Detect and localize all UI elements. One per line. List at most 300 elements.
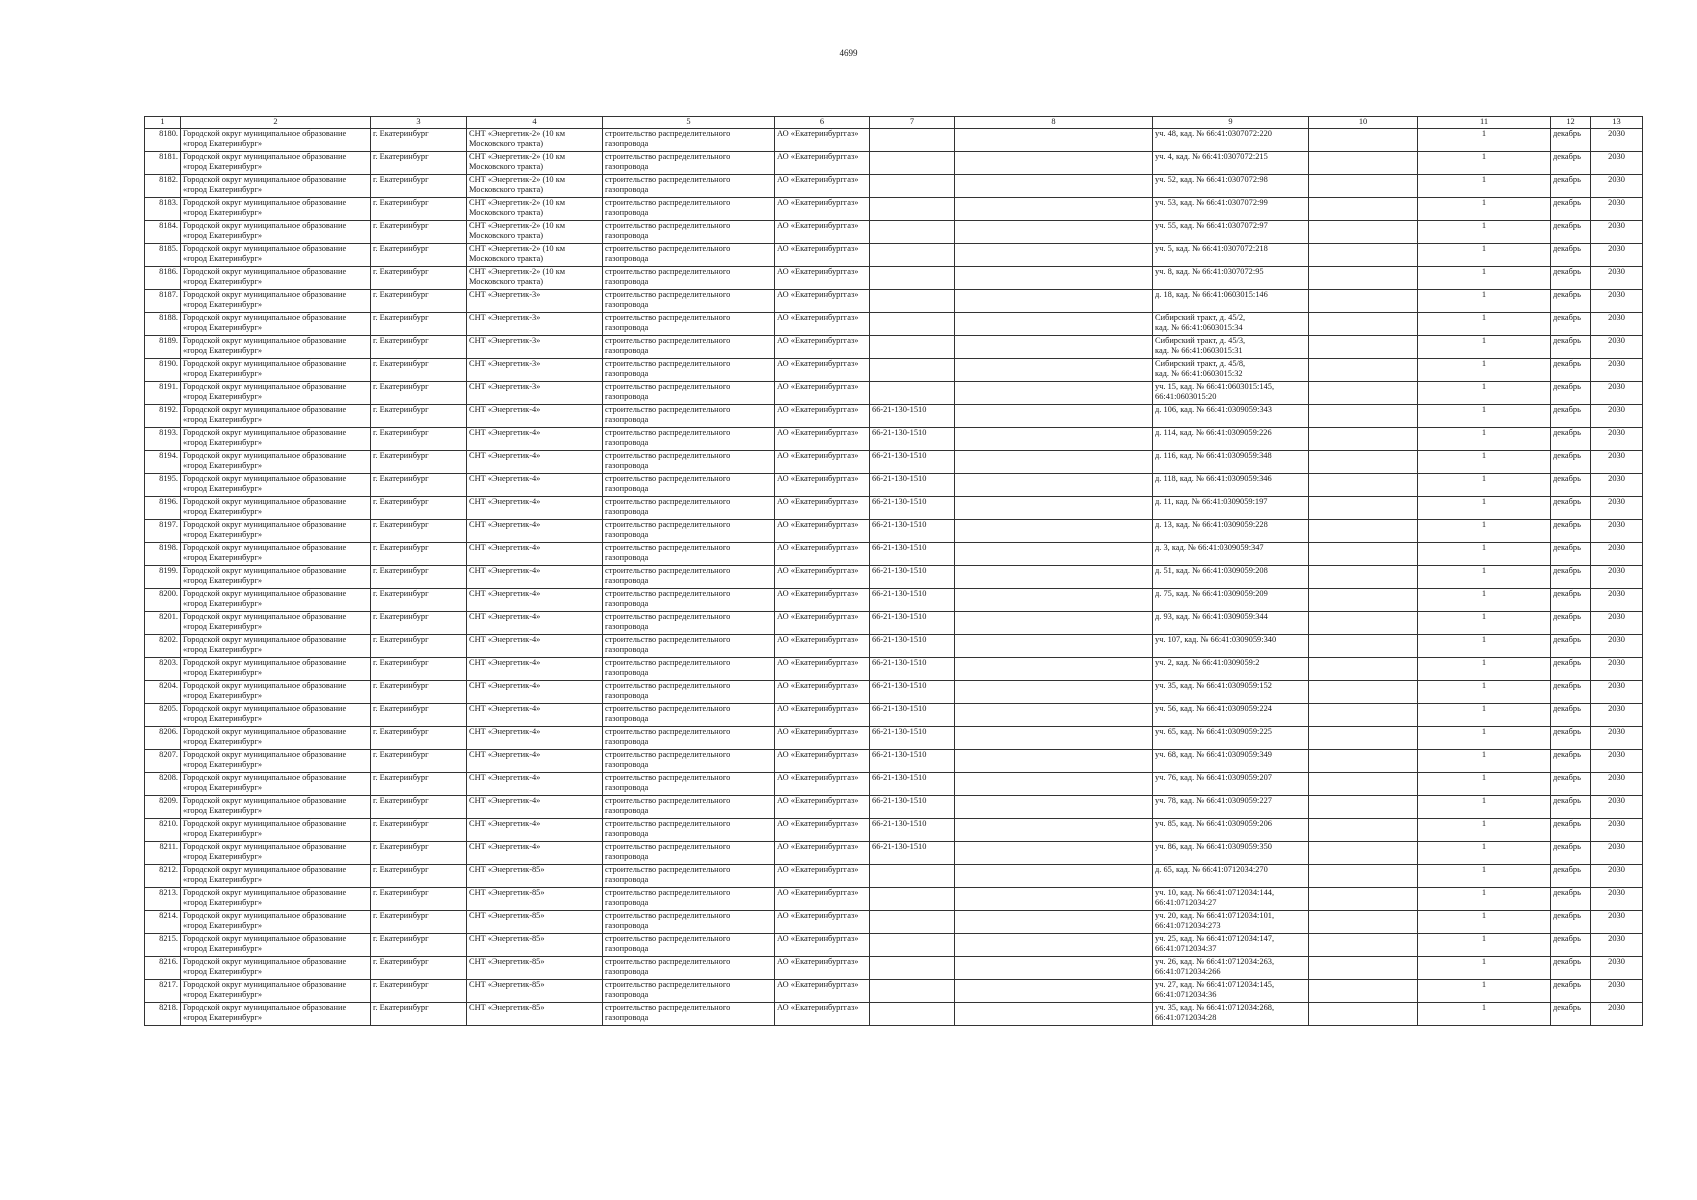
table-row — [145, 404, 1643, 427]
work-type-cell — [603, 519, 775, 542]
month-cell-line: декабрь — [1553, 473, 1581, 483]
municipality-cell — [181, 312, 371, 335]
location-cell-line: СНТ «Энергетик-4» — [469, 680, 541, 690]
organization-cell-line: АО «Екатеринбурггаз» — [777, 381, 859, 391]
quantity-cell-line: 1 — [1481, 749, 1487, 759]
work-type-cell-line: строительство распределительного — [605, 841, 731, 851]
location-cell-line: Московского тракта) — [469, 277, 544, 287]
organization-cell-line: АО «Екатеринбурггаз» — [777, 910, 859, 920]
city-cell-line: г. Екатеринбург — [373, 197, 429, 207]
row-number-line: 8215. — [159, 933, 178, 943]
month-cell-line: декабрь — [1553, 565, 1581, 575]
address-cell — [1153, 611, 1309, 634]
municipality-cell-line: «город Екатеринбург» — [183, 139, 263, 149]
municipality-cell-line: Городской округ муниципальное образование — [183, 887, 347, 897]
location-cell-line: СНТ «Энергетик-4» — [469, 657, 541, 667]
quantity-cell-line: 1 — [1481, 358, 1487, 368]
municipality-cell — [181, 887, 371, 910]
row-number — [145, 979, 181, 1002]
quantity-cell — [1418, 772, 1551, 795]
year-cell-line: 2030 — [1608, 979, 1625, 989]
work-type-cell — [603, 910, 775, 933]
month-cell-line: декабрь — [1553, 450, 1581, 460]
municipality-cell-line: Городской округ муниципальное образование — [183, 1002, 347, 1012]
year-cell-line: 2030 — [1608, 381, 1625, 391]
municipality-cell-line: Городской округ муниципальное образование — [183, 726, 347, 736]
table-row — [145, 335, 1643, 358]
municipality-cell-line: Городской округ муниципальное образование — [183, 772, 347, 782]
work-type-cell-line: строительство распределительного — [605, 887, 731, 897]
column-8-cell — [955, 680, 1153, 703]
organization-cell-line: АО «Екатеринбурггаз» — [777, 818, 859, 828]
column-8-cell — [955, 542, 1153, 565]
registry-code-cell — [870, 174, 955, 197]
city-cell-line: г. Екатеринбург — [373, 588, 429, 598]
year-cell-line: 2030 — [1608, 220, 1625, 230]
location-cell-line: Московского тракта) — [469, 185, 544, 195]
work-type-cell — [603, 450, 775, 473]
address-cell — [1153, 565, 1309, 588]
table-row — [145, 864, 1643, 887]
work-type-cell-line: газопровода — [605, 852, 649, 862]
month-cell-line: декабрь — [1553, 772, 1581, 782]
table-row — [145, 128, 1643, 151]
registry-code-cell — [870, 703, 955, 726]
municipality-cell-line: Городской округ муниципальное образование — [183, 841, 347, 851]
work-type-cell — [603, 1002, 775, 1025]
quantity-cell — [1418, 381, 1551, 404]
organization-cell — [775, 358, 870, 381]
work-type-cell-line: строительство распределительного — [605, 657, 731, 667]
column-8-cell — [955, 956, 1153, 979]
column-10-cell — [1309, 404, 1418, 427]
row-number-line: 8198. — [159, 542, 178, 552]
municipality-cell-line: Городской округ муниципальное образование — [183, 335, 347, 345]
work-type-cell-line: газопровода — [605, 392, 649, 402]
city-cell — [371, 634, 467, 657]
organization-cell-line: АО «Екатеринбурггаз» — [777, 565, 859, 575]
work-type-cell-line: газопровода — [605, 599, 649, 609]
work-type-cell-line: строительство распределительного — [605, 726, 731, 736]
registry-code-cell — [870, 128, 955, 151]
municipality-cell — [181, 128, 371, 151]
year-cell — [1591, 197, 1643, 220]
location-cell-line: СНТ «Энергетик-4» — [469, 427, 541, 437]
organization-cell — [775, 726, 870, 749]
table-row — [145, 473, 1643, 496]
quantity-cell — [1418, 289, 1551, 312]
month-cell — [1551, 910, 1591, 933]
municipality-cell-line: «город Екатеринбург» — [183, 898, 263, 908]
municipality-cell — [181, 335, 371, 358]
organization-cell — [775, 887, 870, 910]
quantity-cell — [1418, 726, 1551, 749]
year-cell — [1591, 450, 1643, 473]
work-type-cell-line: газопровода — [605, 139, 649, 149]
work-type-cell-line: газопровода — [605, 990, 649, 1000]
column-10-cell — [1309, 680, 1418, 703]
municipality-cell-line: Городской округ муниципальное образование — [183, 565, 347, 575]
quantity-cell — [1418, 266, 1551, 289]
quantity-cell — [1418, 519, 1551, 542]
address-cell-line: 66:41:0712034:27 — [1155, 898, 1217, 908]
column-header: 8 — [955, 117, 1153, 129]
row-number — [145, 956, 181, 979]
year-cell — [1591, 818, 1643, 841]
month-cell-line: декабрь — [1553, 749, 1581, 759]
column-8-cell — [955, 450, 1153, 473]
address-cell — [1153, 243, 1309, 266]
location-cell — [467, 174, 603, 197]
table-row — [145, 197, 1643, 220]
row-number — [145, 542, 181, 565]
month-cell — [1551, 933, 1591, 956]
column-8-cell — [955, 818, 1153, 841]
municipality-cell — [181, 473, 371, 496]
month-cell-line: декабрь — [1553, 243, 1581, 253]
month-cell-line: декабрь — [1553, 657, 1581, 667]
table-row — [145, 795, 1643, 818]
location-cell-line: СНТ «Энергетик-2» (10 км — [469, 128, 566, 138]
location-cell-line: СНТ «Энергетик-4» — [469, 496, 541, 506]
work-type-cell-line: газопровода — [605, 806, 649, 816]
row-number — [145, 174, 181, 197]
column-8-cell — [955, 220, 1153, 243]
city-cell-line: г. Екатеринбург — [373, 565, 429, 575]
row-number — [145, 289, 181, 312]
city-cell-line: г. Екатеринбург — [373, 795, 429, 805]
column-10-cell — [1309, 197, 1418, 220]
city-cell-line: г. Екатеринбург — [373, 381, 429, 391]
month-cell — [1551, 749, 1591, 772]
organization-cell-line: АО «Екатеринбурггаз» — [777, 312, 859, 322]
location-cell — [467, 956, 603, 979]
municipality-cell-line: «город Екатеринбург» — [183, 737, 263, 747]
city-cell — [371, 979, 467, 1002]
organization-cell-line: АО «Екатеринбурггаз» — [777, 634, 859, 644]
month-cell — [1551, 197, 1591, 220]
quantity-cell — [1418, 657, 1551, 680]
year-cell-line: 2030 — [1608, 772, 1625, 782]
work-type-cell — [603, 588, 775, 611]
column-8-cell — [955, 266, 1153, 289]
municipality-cell-line: «город Екатеринбург» — [183, 875, 263, 885]
column-10-cell — [1309, 243, 1418, 266]
year-cell — [1591, 680, 1643, 703]
registry-code-cell-line: 66-21-130-1510 — [872, 450, 927, 460]
column-10-cell — [1309, 496, 1418, 519]
column-8-cell — [955, 519, 1153, 542]
year-cell-line: 2030 — [1608, 910, 1625, 920]
municipality-cell — [181, 634, 371, 657]
column-8-cell — [955, 381, 1153, 404]
row-number-line: 8212. — [159, 864, 178, 874]
year-cell-line: 2030 — [1608, 197, 1625, 207]
city-cell — [371, 197, 467, 220]
quantity-cell — [1418, 312, 1551, 335]
organization-cell-line: АО «Екатеринбурггаз» — [777, 496, 859, 506]
row-number — [145, 588, 181, 611]
month-cell-line: декабрь — [1553, 220, 1581, 230]
municipality-cell-line: «город Екатеринбург» — [183, 852, 263, 862]
address-cell-line: уч. 53, кад. № 66:41:0307072:99 — [1155, 197, 1268, 207]
column-10-cell — [1309, 588, 1418, 611]
municipality-cell-line: Городской округ муниципальное образование — [183, 358, 347, 368]
quantity-cell-line: 1 — [1481, 910, 1487, 920]
location-cell — [467, 818, 603, 841]
organization-cell-line: АО «Екатеринбурггаз» — [777, 749, 859, 759]
column-header: 13 — [1591, 117, 1643, 129]
city-cell — [371, 680, 467, 703]
row-number — [145, 864, 181, 887]
organization-cell-line: АО «Екатеринбурггаз» — [777, 726, 859, 736]
organization-cell — [775, 519, 870, 542]
year-cell — [1591, 864, 1643, 887]
location-cell — [467, 404, 603, 427]
municipality-cell-line: «город Екатеринбург» — [183, 990, 263, 1000]
month-cell-line: декабрь — [1553, 680, 1581, 690]
work-type-cell — [603, 726, 775, 749]
registry-code-cell — [870, 979, 955, 1002]
year-cell-line: 2030 — [1608, 887, 1625, 897]
organization-cell-line: АО «Екатеринбурггаз» — [777, 450, 859, 460]
work-type-cell-line: газопровода — [605, 576, 649, 586]
city-cell — [371, 220, 467, 243]
quantity-cell — [1418, 128, 1551, 151]
year-cell-line: 2030 — [1608, 680, 1625, 690]
address-cell-line: 66:41:0712034:266 — [1155, 967, 1221, 977]
address-cell — [1153, 910, 1309, 933]
column-header: 3 — [371, 117, 467, 129]
municipality-cell-line: «город Екатеринбург» — [183, 461, 263, 471]
organization-cell — [775, 772, 870, 795]
year-cell-line: 2030 — [1608, 795, 1625, 805]
city-cell-line: г. Екатеринбург — [373, 266, 429, 276]
month-cell-line: декабрь — [1553, 887, 1581, 897]
address-cell-line: уч. 68, кад. № 66:41:0309059:349 — [1155, 749, 1272, 759]
registry-code-cell-line: 66-21-130-1510 — [872, 818, 927, 828]
city-cell-line: г. Екатеринбург — [373, 818, 429, 828]
work-type-cell-line: газопровода — [605, 783, 649, 793]
year-cell — [1591, 381, 1643, 404]
column-8-cell — [955, 864, 1153, 887]
municipality-cell — [181, 772, 371, 795]
municipality-cell-line: Городской округ муниципальное образование — [183, 864, 347, 874]
quantity-cell — [1418, 335, 1551, 358]
row-number — [145, 887, 181, 910]
work-type-cell-line: строительство распределительного — [605, 634, 731, 644]
column-10-cell — [1309, 128, 1418, 151]
column-8-cell — [955, 772, 1153, 795]
year-cell — [1591, 312, 1643, 335]
row-number-line: 8211. — [159, 841, 178, 851]
address-cell — [1153, 404, 1309, 427]
table-row — [145, 703, 1643, 726]
work-type-cell-line: строительство распределительного — [605, 473, 731, 483]
column-header: 12 — [1551, 117, 1591, 129]
table-row — [145, 887, 1643, 910]
location-cell — [467, 197, 603, 220]
header-row — [145, 117, 1643, 129]
work-type-cell-line: газопровода — [605, 691, 649, 701]
row-number-line: 8196. — [159, 496, 178, 506]
organization-cell — [775, 657, 870, 680]
address-cell-line: кад. № 66:41:0603015:32 — [1155, 369, 1243, 379]
municipality-cell-line: «город Екатеринбург» — [183, 622, 263, 632]
registry-code-cell-line: 66-21-130-1510 — [872, 611, 927, 621]
registry-code-cell — [870, 496, 955, 519]
work-type-cell-line: газопровода — [605, 967, 649, 977]
address-cell — [1153, 358, 1309, 381]
work-type-cell-line: строительство распределительного — [605, 496, 731, 506]
column-8-cell — [955, 588, 1153, 611]
location-cell-line: СНТ «Энергетик-3» — [469, 381, 541, 391]
column-header: 2 — [181, 117, 371, 129]
registry-code-cell — [870, 588, 955, 611]
city-cell-line: г. Екатеринбург — [373, 220, 429, 230]
row-number — [145, 197, 181, 220]
city-cell — [371, 151, 467, 174]
month-cell — [1551, 1002, 1591, 1025]
month-cell — [1551, 266, 1591, 289]
month-cell — [1551, 404, 1591, 427]
row-number — [145, 381, 181, 404]
row-number-line: 8205. — [159, 703, 178, 713]
quantity-cell — [1418, 174, 1551, 197]
column-header: 6 — [775, 117, 870, 129]
work-type-cell — [603, 289, 775, 312]
municipality-cell-line: Городской округ муниципальное образование — [183, 427, 347, 437]
registry-code-cell-line: 66-21-130-1510 — [872, 726, 927, 736]
organization-cell-line: АО «Екатеринбурггаз» — [777, 335, 859, 345]
work-type-cell — [603, 703, 775, 726]
city-cell-line: г. Екатеринбург — [373, 128, 429, 138]
registry-code-cell — [870, 565, 955, 588]
quantity-cell — [1418, 910, 1551, 933]
municipality-cell — [181, 749, 371, 772]
municipality-cell-line: «город Екатеринбург» — [183, 346, 263, 356]
municipality-cell-line: «город Екатеринбург» — [183, 714, 263, 724]
year-cell — [1591, 726, 1643, 749]
quantity-cell-line: 1 — [1481, 887, 1487, 897]
municipality-cell-line: Городской округ муниципальное образование — [183, 542, 347, 552]
year-cell — [1591, 1002, 1643, 1025]
row-number — [145, 450, 181, 473]
city-cell-line: г. Екатеринбург — [373, 473, 429, 483]
organization-cell — [775, 128, 870, 151]
city-cell-line: г. Екатеринбург — [373, 749, 429, 759]
column-8-cell — [955, 404, 1153, 427]
address-cell-line: кад. № 66:41:0603015:34 — [1155, 323, 1243, 333]
organization-cell — [775, 611, 870, 634]
work-type-cell-line: газопровода — [605, 346, 649, 356]
organization-cell — [775, 335, 870, 358]
work-type-cell-line: газопровода — [605, 875, 649, 885]
organization-cell-line: АО «Екатеринбурггаз» — [777, 128, 859, 138]
address-cell-line: д. 13, кад. № 66:41:0309059:228 — [1155, 519, 1268, 529]
month-cell — [1551, 542, 1591, 565]
row-number — [145, 128, 181, 151]
work-type-cell-line: строительство распределительного — [605, 542, 731, 552]
quantity-cell — [1418, 565, 1551, 588]
municipality-cell-line: «город Екатеринбург» — [183, 507, 263, 517]
month-cell-line: декабрь — [1553, 703, 1581, 713]
column-8-cell — [955, 749, 1153, 772]
work-type-cell-line: газопровода — [605, 484, 649, 494]
table-row — [145, 565, 1643, 588]
row-number — [145, 519, 181, 542]
location-cell — [467, 979, 603, 1002]
city-cell-line: г. Екатеринбург — [373, 519, 429, 529]
address-cell — [1153, 312, 1309, 335]
quantity-cell-line: 1 — [1481, 772, 1487, 782]
work-type-cell-line: строительство распределительного — [605, 243, 731, 253]
row-number-line: 8184. — [159, 220, 178, 230]
work-type-cell-line: газопровода — [605, 208, 649, 218]
location-cell — [467, 772, 603, 795]
column-10-cell — [1309, 427, 1418, 450]
location-cell-line: СНТ «Энергетик-4» — [469, 841, 541, 851]
work-type-cell — [603, 749, 775, 772]
row-number — [145, 680, 181, 703]
year-cell-line: 2030 — [1608, 496, 1625, 506]
column-8-cell — [955, 565, 1153, 588]
work-type-cell — [603, 381, 775, 404]
column-header: 5 — [603, 117, 775, 129]
table-row — [145, 1002, 1643, 1025]
registry-code-cell — [870, 657, 955, 680]
municipality-cell-line: Городской округ муниципальное образование — [183, 174, 347, 184]
city-cell — [371, 542, 467, 565]
location-cell-line: СНТ «Энергетик-2» (10 км — [469, 174, 566, 184]
column-8-cell — [955, 887, 1153, 910]
organization-cell-line: АО «Екатеринбурггаз» — [777, 519, 859, 529]
municipality-cell-line: «город Екатеринбург» — [183, 783, 263, 793]
municipality-cell-line: Городской округ муниципальное образование — [183, 818, 347, 828]
month-cell — [1551, 634, 1591, 657]
municipality-cell-line: Городской округ муниципальное образование — [183, 795, 347, 805]
year-cell-line: 2030 — [1608, 358, 1625, 368]
city-cell-line: г. Екатеринбург — [373, 427, 429, 437]
year-cell-line: 2030 — [1608, 864, 1625, 874]
column-10-cell — [1309, 933, 1418, 956]
registry-code-cell-line: 66-21-130-1510 — [872, 703, 927, 713]
registry-code-cell — [870, 680, 955, 703]
organization-cell-line: АО «Екатеринбурггаз» — [777, 266, 859, 276]
month-cell-line: декабрь — [1553, 795, 1581, 805]
city-cell-line: г. Екатеринбург — [373, 450, 429, 460]
municipality-cell-line: Городской округ муниципальное образование — [183, 220, 347, 230]
organization-cell — [775, 680, 870, 703]
city-cell — [371, 335, 467, 358]
work-type-cell-line: газопровода — [605, 944, 649, 954]
location-cell-line: СНТ «Энергетик-4» — [469, 542, 541, 552]
column-10-cell — [1309, 979, 1418, 1002]
work-type-cell-line: строительство распределительного — [605, 818, 731, 828]
table-row — [145, 266, 1643, 289]
municipality-cell-line: «город Екатеринбург» — [183, 1013, 263, 1023]
table-row — [145, 496, 1643, 519]
city-cell — [371, 795, 467, 818]
quantity-cell-line: 1 — [1481, 243, 1487, 253]
quantity-cell — [1418, 887, 1551, 910]
location-cell — [467, 450, 603, 473]
month-cell — [1551, 381, 1591, 404]
location-cell-line: СНТ «Энергетик-85» — [469, 956, 545, 966]
municipality-cell — [181, 956, 371, 979]
municipality-cell — [181, 588, 371, 611]
month-cell-line: декабрь — [1553, 496, 1581, 506]
